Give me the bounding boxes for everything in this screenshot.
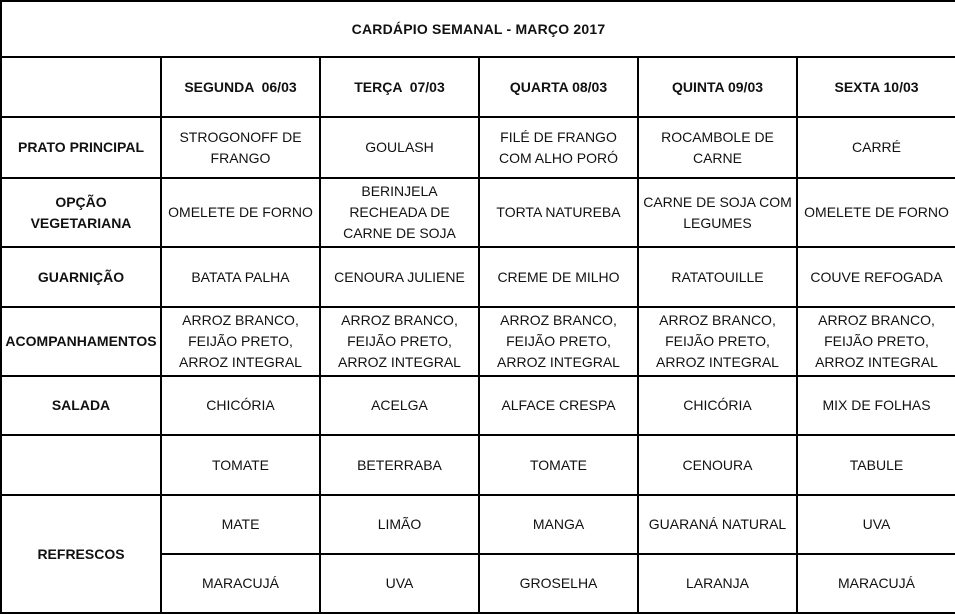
menu-cell: CHICÓRIA	[638, 376, 797, 435]
table-row-salada	[1, 376, 955, 435]
menu-cell: MARACUJÁ	[161, 554, 320, 613]
menu-cell: ARROZ BRANCO, FEIJÃO PRETO, ARROZ INTEGRAL	[320, 307, 479, 376]
menu-cell: TOMATE	[479, 435, 638, 495]
day-header-tuesday: TERÇA 07/03	[320, 57, 479, 117]
menu-cell: RATATOUILLE	[638, 247, 797, 307]
menu-cell: MARACUJÁ	[797, 554, 955, 613]
menu-cell: GUARANÁ NATURAL	[638, 495, 797, 554]
menu-cell: ARROZ BRANCO, FEIJÃO PRETO, ARROZ INTEGRAL	[797, 307, 955, 376]
menu-cell: ARROZ BRANCO, FEIJÃO PRETO, ARROZ INTEGRAL	[161, 307, 320, 376]
menu-cell: TORTA NATUREBA	[479, 178, 638, 247]
menu-cell: CREME DE MILHO	[479, 247, 638, 307]
row-label-acompanhamentos: ACOMPANHAMENTOS	[1, 307, 161, 376]
day-header-thursday: QUINTA 09/03	[638, 57, 797, 117]
row-label-refrescos: REFRESCOS	[1, 495, 161, 613]
title-row	[1, 1, 955, 57]
menu-cell: COUVE REFOGADA	[797, 247, 955, 307]
day-header-monday: SEGUNDA 06/03	[161, 57, 320, 117]
page-title: CARDÁPIO SEMANAL - MARÇO 2017	[1, 1, 955, 57]
day-header-wednesday: QUARTA 08/03	[479, 57, 638, 117]
row-label-guarnicao: GUARNIÇÃO	[1, 247, 161, 307]
menu-cell: MIX DE FOLHAS	[797, 376, 955, 435]
menu-cell: CARRÉ	[797, 117, 955, 178]
menu-cell: STROGONOFF DE FRANGO	[161, 117, 320, 178]
table-row-refrescos-1	[1, 495, 955, 554]
menu-cell: LARANJA	[638, 554, 797, 613]
row-label-salada: SALADA	[1, 376, 161, 435]
menu-cell: MATE	[161, 495, 320, 554]
corner-cell	[1, 57, 161, 117]
day-header-row	[1, 57, 955, 117]
menu-cell: OMELETE DE FORNO	[161, 178, 320, 247]
menu-cell: ARROZ BRANCO, FEIJÃO PRETO, ARROZ INTEGRAL	[638, 307, 797, 376]
menu-cell: ACELGA	[320, 376, 479, 435]
table-row-guarnicao	[1, 247, 955, 307]
row-label-empty	[1, 435, 161, 495]
day-header-friday: SEXTA 10/03	[797, 57, 955, 117]
menu-cell: BERINJELA RECHEADA DE CARNE DE SOJA	[320, 178, 479, 247]
table-row-salada-2	[1, 435, 955, 495]
menu-cell: GROSELHA	[479, 554, 638, 613]
menu-cell: MANGA	[479, 495, 638, 554]
menu-cell: CENOURA	[638, 435, 797, 495]
table-row-prato-principal	[1, 117, 955, 178]
menu-cell: TOMATE	[161, 435, 320, 495]
row-label-opcao-vegetariana: OPÇÃO VEGETARIANA	[1, 178, 161, 247]
menu-cell: BETERRABA	[320, 435, 479, 495]
menu-cell: FILÉ DE FRANGO COM ALHO PORÓ	[479, 117, 638, 178]
menu-cell: ALFACE CRESPA	[479, 376, 638, 435]
menu-cell: BATATA PALHA	[161, 247, 320, 307]
menu-cell: TABULE	[797, 435, 955, 495]
menu-cell: LIMÃO	[320, 495, 479, 554]
table-row-opcao-vegetariana	[1, 178, 955, 247]
menu-cell: UVA	[797, 495, 955, 554]
menu-cell: CHICÓRIA	[161, 376, 320, 435]
menu-cell: UVA	[320, 554, 479, 613]
menu-cell: OMELETE DE FORNO	[797, 178, 955, 247]
row-label-prato-principal: PRATO PRINCIPAL	[1, 117, 161, 178]
menu-cell: GOULASH	[320, 117, 479, 178]
menu-cell: CARNE DE SOJA COM LEGUMES	[638, 178, 797, 247]
menu-cell: ROCAMBOLE DE CARNE	[638, 117, 797, 178]
menu-cell: CENOURA JULIENE	[320, 247, 479, 307]
menu-cell: ARROZ BRANCO, FEIJÃO PRETO, ARROZ INTEGRAL	[479, 307, 638, 376]
table-row-acompanhamentos	[1, 307, 955, 376]
